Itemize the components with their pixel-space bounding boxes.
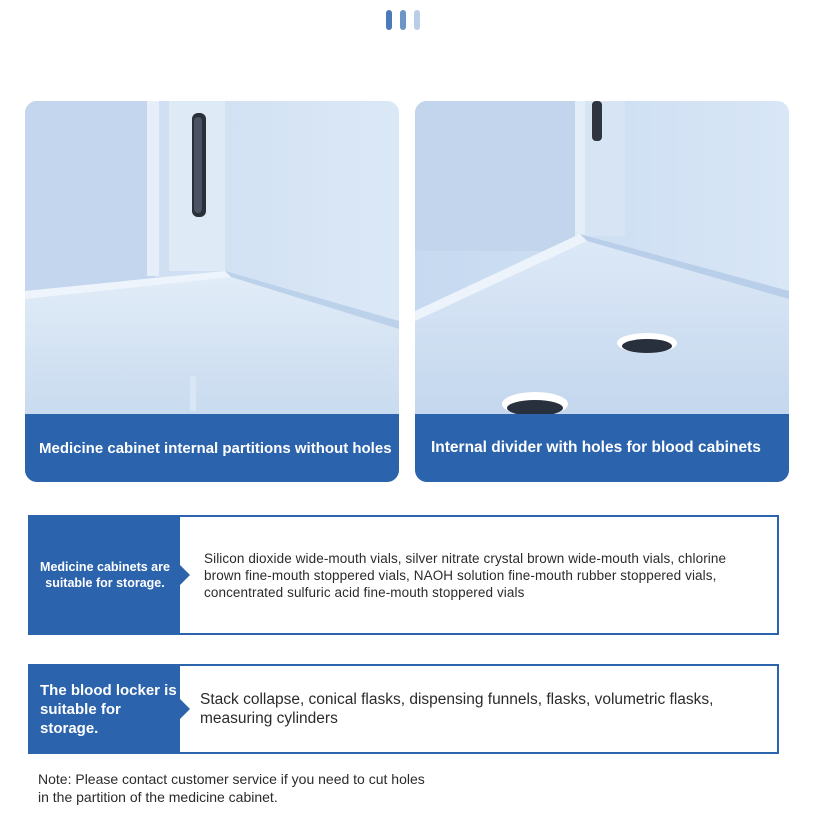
cabinet-partition-photo bbox=[25, 101, 399, 414]
info-label: Medicine cabinets are suitable for storage. bbox=[30, 517, 180, 633]
pager-dot-2[interactable] bbox=[400, 10, 406, 30]
info-label: The blood locker is suitable for storage. bbox=[30, 666, 180, 752]
info-text: Stack collapse, conical flasks, dispensing funnels, flasks, volumetric flasks, measuring cylinders bbox=[200, 691, 714, 727]
info-blood-locker bbox=[28, 664, 779, 754]
info-medicine-cabinet bbox=[28, 515, 779, 635]
card-caption: Medicine cabinet internal partitions without holes bbox=[25, 414, 399, 482]
cabinet-divider-photo bbox=[415, 101, 789, 414]
info-text: Silicon dioxide wide-mouth vials, silver nitrate crystal brown wide-mouth vials, chlorine brown fine-mouth stoppered vials, NAOH solution fine-mouth rubber stoppered vials, concentrated sulfuric acid fine-mouth stoppered vials bbox=[204, 550, 727, 600]
pager-dot-1[interactable] bbox=[386, 10, 392, 30]
card-divider-with-holes bbox=[415, 101, 789, 482]
card-caption: Internal divider with holes for blood cabinets bbox=[415, 414, 789, 482]
carousel-pager bbox=[386, 10, 420, 30]
card-partition-no-holes bbox=[25, 101, 399, 482]
pager-dot-3[interactable] bbox=[414, 10, 420, 30]
note-text: Note: Please contact customer service if you need to cut holes in the partition of the medicine cabinet. bbox=[38, 771, 425, 805]
